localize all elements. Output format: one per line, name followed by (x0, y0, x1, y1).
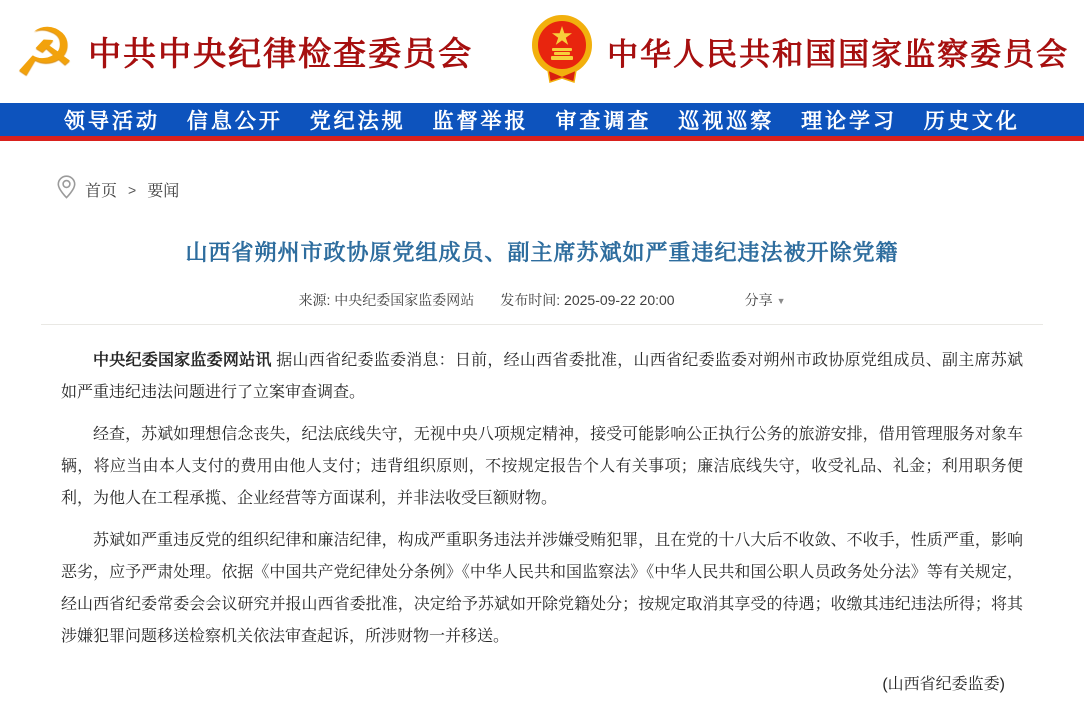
content (41, 175, 1043, 701)
nav-item-information-disclosure[interactable]: 信息公开 (186, 109, 283, 133)
source-value: 中央纪委国家监委网站 (334, 292, 475, 308)
article-body (41, 345, 1043, 701)
main-nav (0, 103, 1084, 141)
paragraph-1-lead: 中央纪委国家监委网站讯 (93, 352, 272, 369)
article-title: 山西省朔州市政协原党组成员、副主席苏斌如严重违纪违法被开除党籍 (185, 240, 899, 265)
paragraph-2: 经查，苏斌如理想信念丧失，纪法底线失守，无视中央八项规定精神，接受可能影响公正执行公务的旅游安排，借用管理服务对象车辆，将应当由本人支付的费用由他人支付；违背组织原则，不按规定报告个人有关事项；廉洁底线失守，收受礼品、礼金；利用职务便利，为他人在工程承揽、企业经营等方面谋利，并非法收受巨额财物。 (61, 426, 1023, 507)
share-label: 分享 (744, 292, 773, 308)
nav-item-inspection-tours[interactable]: 巡视巡察 (678, 109, 775, 133)
national-emblem-icon (531, 14, 593, 89)
breadcrumb-home[interactable]: 首页 (85, 183, 118, 200)
publish-time-value: 2025-09-22 20:00 (564, 292, 675, 308)
source-label: 来源: (298, 292, 331, 308)
brand-nsc-title: 中华人民共和国国家监察委员会 (607, 37, 1070, 72)
party-emblem-icon: ☭ (13, 14, 76, 89)
nav-item-leadership-activities[interactable]: 领导活动 (64, 109, 160, 133)
nav-item-party-discipline-regulations[interactable]: 党纪法规 (309, 109, 406, 133)
breadcrumb-current[interactable]: 要闻 (147, 183, 180, 200)
share-button[interactable] (745, 290, 786, 310)
location-pin-icon (57, 175, 76, 204)
brand-ccdi-title: 中共中央纪律检查委员会 (88, 37, 474, 73)
nav-item-supervision-reporting[interactable]: 监督举报 (432, 109, 529, 133)
paragraph-3: 苏斌如严重违反党的组织纪律和廉洁纪律，构成严重职务违法并涉嫌受贿犯罪，且在党的十八大后不收敛、不收手，性质严重，影响恶劣，应予严肃处理。依据《中国共产党纪律处分条例》《中华人民共和国监察法》《中华人民共和国公职人员政务处分法》等有关规定，经山西省纪委常委会会议研究并报山西省委批准，决定给予苏斌如开除党籍处分；按规定取消其享受的待遇；收缴其违纪违法所得；将其涉嫌犯罪问题移送检察机关依法审查起诉，所涉财物一并移送。 (61, 532, 1023, 645)
meta-divider (41, 324, 1043, 325)
nav-item-review-investigation[interactable]: 审查调查 (555, 109, 652, 133)
nav-item-history-culture[interactable]: 历史文化 (923, 109, 1020, 133)
article-source (298, 290, 474, 310)
breadcrumb-separator: > (128, 181, 137, 198)
article-signature: (山西省纪委监委) (882, 676, 1005, 693)
brand-nsc-link[interactable] (531, 14, 1069, 89)
brand-ccdi-link[interactable] (13, 14, 474, 89)
article-meta (41, 290, 1043, 310)
publish-time (500, 290, 674, 310)
share-caret-icon: ▼ (776, 296, 786, 306)
breadcrumb (41, 175, 1043, 204)
paragraph-1-text: 据山西省纪委监委消息：日前，经山西省委批准，山西省纪委监委对朔州市政协原党组成员、副主席苏斌如严重违纪违法问题进行了立案审查调查。 (61, 352, 1023, 401)
nav-item-theory-study[interactable]: 理论学习 (801, 109, 898, 133)
paragraph-1 (61, 345, 1023, 409)
site-header (0, 0, 1084, 103)
publish-time-label: 发布时间: (500, 292, 561, 308)
